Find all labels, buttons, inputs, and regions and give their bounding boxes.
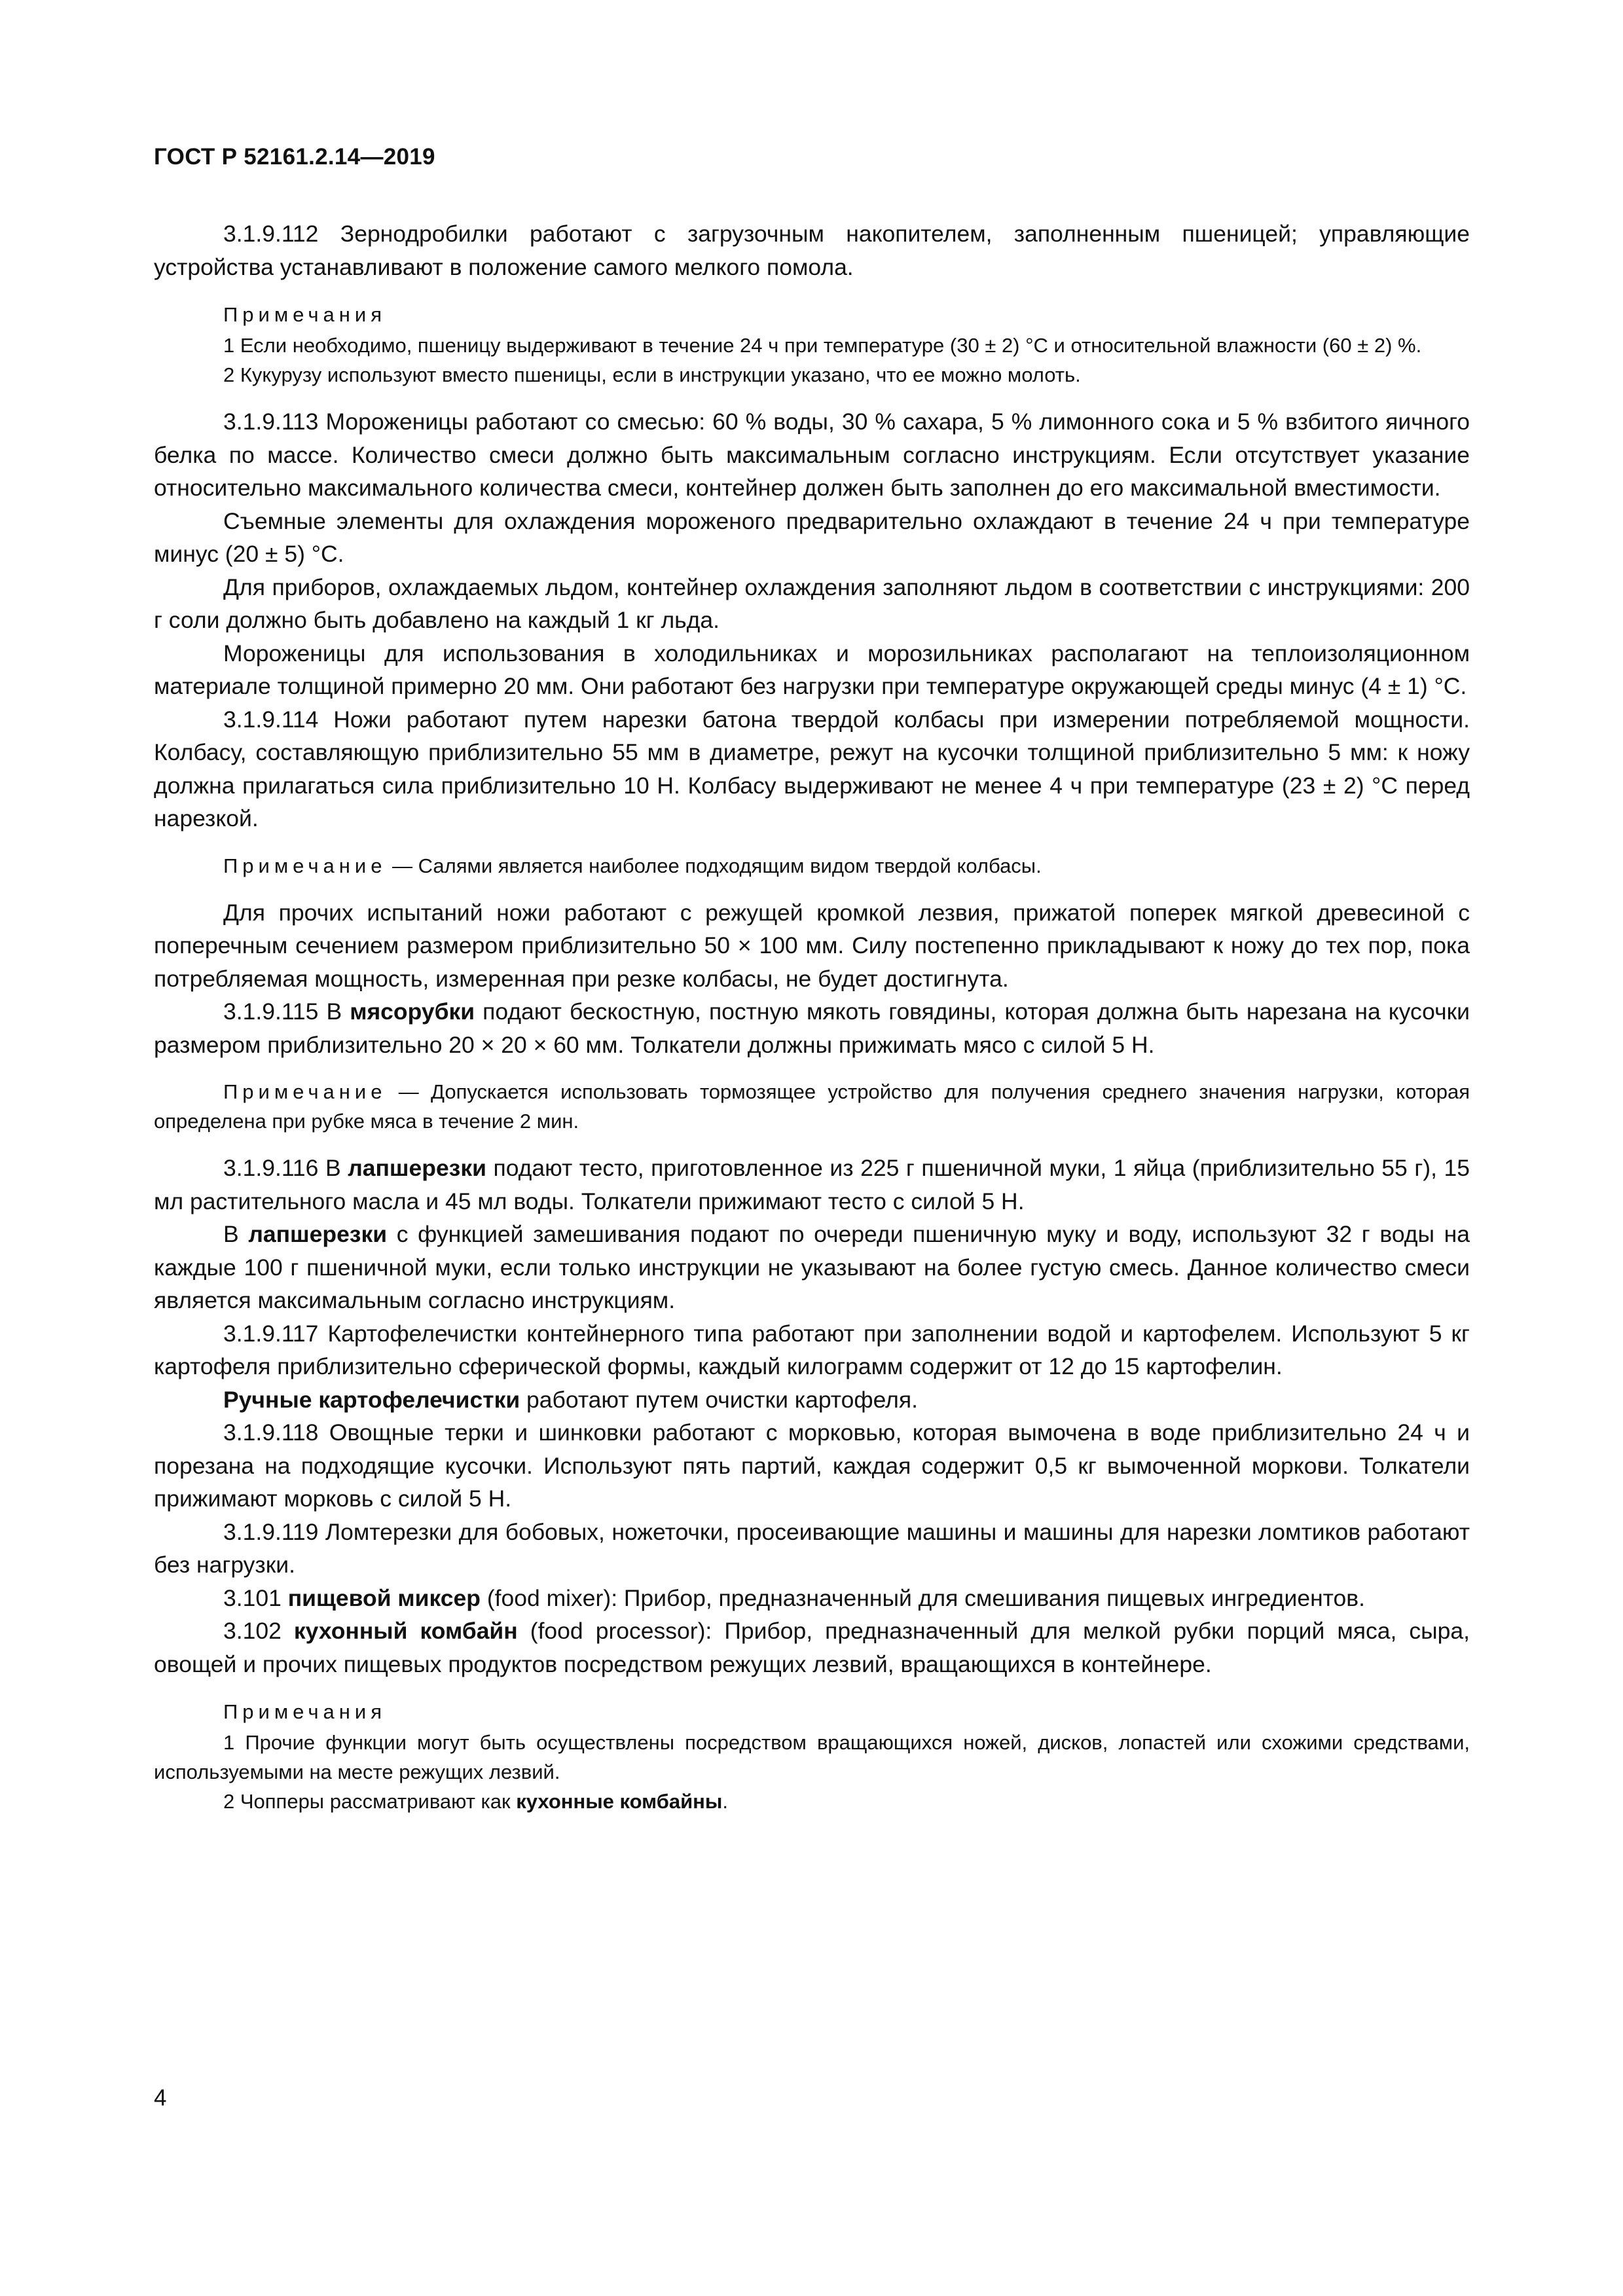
text-run: (food processor): Прибор, предназначенный для мелкой рубки порций мяса, сыра, овощей и прочих пищевых продуктов посредством режущих лезвий, вращающихся в контейнере.: [154, 1618, 1470, 1677]
notes-heading: [154, 1698, 1470, 1726]
text-run: подают бескостную, постную мякоть говядины, которая должна быть нарезана на кусочки размером приблизительно 20 × 20 × 60 мм. Толкатели должны прижимать мясо с силой 5 Н.: [154, 998, 1470, 1058]
text-run: 3.1.9.115 В: [223, 998, 350, 1025]
text-run: 3.1.9.118 Овощные терки и шинковки работают с морковью, которая вымочена в воде приблизительно 24 ч и порезана на подходящие кусочки. Используют пять партий, каждая содержит 0,5 кг вымоченной моркови. Толкатели прижимают морковь с силой 5 Н.: [154, 1419, 1470, 1512]
text-run: с функцией замешивания подают по очереди пшеничную муку и воду, используют 32 г воды на каждые 100 г пшеничной муки, если только инструкции не указывают на более густую смесь. Данное количество смеси является максимальным согласно инструкциям.: [154, 1221, 1470, 1313]
text-run: 3.1.9.116 В: [223, 1155, 348, 1181]
bold-term: кухонный комбайн: [293, 1618, 518, 1644]
text-run: 3.1.9.119 Ломтерезки для бобовых, ножеточки, просеивающие машины и машины для нарезки ломтиков работают без нагрузки.: [154, 1518, 1470, 1578]
paragraph: [154, 1582, 1470, 1615]
notes-heading: [154, 301, 1470, 329]
paragraph: [154, 637, 1470, 703]
paragraph: [154, 1218, 1470, 1317]
text-run: 1 Если необходимо, пшеницу выдерживают в течение 24 ч при температуре (30 ± 2) °С и относительной влажности (60 ± 2) %.: [223, 334, 1422, 357]
paragraph: [154, 1614, 1470, 1681]
paragraph: [154, 995, 1470, 1061]
note: [154, 1787, 1470, 1816]
text-run: 3.1.9.114 Ножи работают путем нарезки батона твердой колбасы при измерении потребляемой мощности. Колбасу, составляющую приблизительно 55 мм в диаметре, режут на кусочки толщиной приблизительно 5 мм: к ножу должна прилагаться сила приблизительно 10 Н. Колбасу выдерживают не менее 4 ч при температуре (23 ± 2) °С перед нарезкой.: [154, 706, 1470, 831]
text-run: 3.1.9.112 Зернодробилки работают с загрузочным накопителем, заполненным пшеницей; управляющие устройства устанавливают в положение самого мелкого помола.: [154, 221, 1470, 280]
text-run: Примечания: [223, 303, 386, 326]
text-run: 3.1.9.113 Мороженицы работают со смесью: 60 % воды, 30 % сахара, 5 % лимонного сока и 5 % взбитого яичного белка по массе. Количество смеси должно быть максимальным согласно инструкциям. Если отсутствует указание относительно максимального количества смеси, контейнер должен быть заполнен до его максимальной вместимости.: [154, 409, 1470, 501]
text-run: (food mixer): Прибор, предназначенный для смешивания пищевых ингредиентов.: [480, 1584, 1365, 1611]
text-run: Примечание: [223, 1080, 387, 1103]
text-run: 3.102: [223, 1618, 294, 1644]
text-run: Для прочих испытаний ножи работают с режущей кромкой лезвия, прижатой поперек мягкой древесиной с поперечным сечением размером приблизительно 50 × 100 мм. Силу постепенно прикладывают к ножу до тех пор, пока потребляемая мощность, измеренная при резке колбасы, не будет достигнута.: [154, 899, 1470, 992]
paragraph: [154, 1317, 1470, 1383]
text-run: Для приборов, охлаждаемых льдом, контейнер охлаждения заполняют льдом в соответствии с инструкциями: 200 г соли должно быть добавлено на каждый 1 кг льда.: [154, 574, 1470, 633]
bold-term: лапшерезки: [348, 1155, 486, 1181]
bold-term: Ручные картофелечистки: [223, 1386, 520, 1413]
note: [154, 360, 1470, 390]
text-run: 2 Кукурузу используют вместо пшеницы, если в инструкции указано, что ее можно молоть.: [223, 363, 1081, 386]
paragraph: [154, 571, 1470, 637]
paragraph: [154, 1152, 1470, 1218]
note: [154, 1077, 1470, 1136]
bold-term: мясорубки: [350, 998, 475, 1025]
page-number: 4: [154, 2085, 167, 2111]
document-body: [154, 217, 1470, 1816]
paragraph: [154, 703, 1470, 835]
text-run: 2 Чопперы рассматривают как: [223, 1790, 517, 1813]
text-run: Мороженицы для использования в холодильниках и морозильниках располагают на теплоизоляционном материале толщиной примерно 20 мм. Они работают без нагрузки при температуре окружающей среды минус (4 ± 1) °С.: [154, 640, 1470, 699]
note: [154, 331, 1470, 360]
text-run: — Салями является наиболее подходящим видом твердой колбасы.: [386, 854, 1042, 877]
paragraph: [154, 217, 1470, 283]
note: [154, 851, 1470, 881]
document-page: [154, 144, 1470, 1816]
text-run: 1 Прочие функции могут быть осуществлены посредством вращающихся ножей, дисков, лопастей или схожими средствами, используемыми на месте режущих лезвий.: [154, 1731, 1470, 1783]
paragraph: [154, 1416, 1470, 1516]
text-run: работают путем очистки картофеля.: [520, 1386, 918, 1413]
standard-header: ГОСТ Р 52161.2.14—2019: [154, 144, 435, 170]
paragraph: [154, 1383, 1470, 1417]
text-run: 3.1.9.117 Картофелечистки контейнерного типа работают при заполнении водой и картофелем. Используют 5 кг картофеля приблизительно сферической формы, каждый килограмм содержит от 12 до 15 картофелин.: [154, 1320, 1470, 1379]
paragraph: [154, 1516, 1470, 1582]
text-run: Примечание: [223, 854, 387, 877]
text-run: подают тесто, приготовленное из 225 г пшеничной муки, 1 яйца (приблизительно 55 г), 15 мл растительного масла и 45 мл воды. Толкатели прижимают тесто с силой 5 Н.: [154, 1155, 1470, 1214]
text-run: — Допускается использовать тормозящее устройство для получения среднего значения нагрузки, которая определена при рубке мяса в течение 2 мин.: [154, 1080, 1470, 1133]
text-run: В: [223, 1221, 249, 1247]
text-run: .: [722, 1790, 728, 1813]
text-run: Примечания: [223, 1700, 386, 1723]
text-run: Съемные элементы для охлаждения мороженого предварительно охлаждают в течение 24 ч при температуре минус (20 ± 5) °С.: [154, 507, 1470, 567]
note: [154, 1728, 1470, 1787]
text-run: 3.101: [223, 1584, 288, 1611]
paragraph: [154, 405, 1470, 505]
bold-term: кухонные комбайны: [516, 1790, 723, 1813]
paragraph: [154, 896, 1470, 996]
bold-term: лапшерезки: [248, 1221, 388, 1247]
bold-term: пищевой миксер: [287, 1584, 481, 1611]
paragraph: [154, 505, 1470, 571]
